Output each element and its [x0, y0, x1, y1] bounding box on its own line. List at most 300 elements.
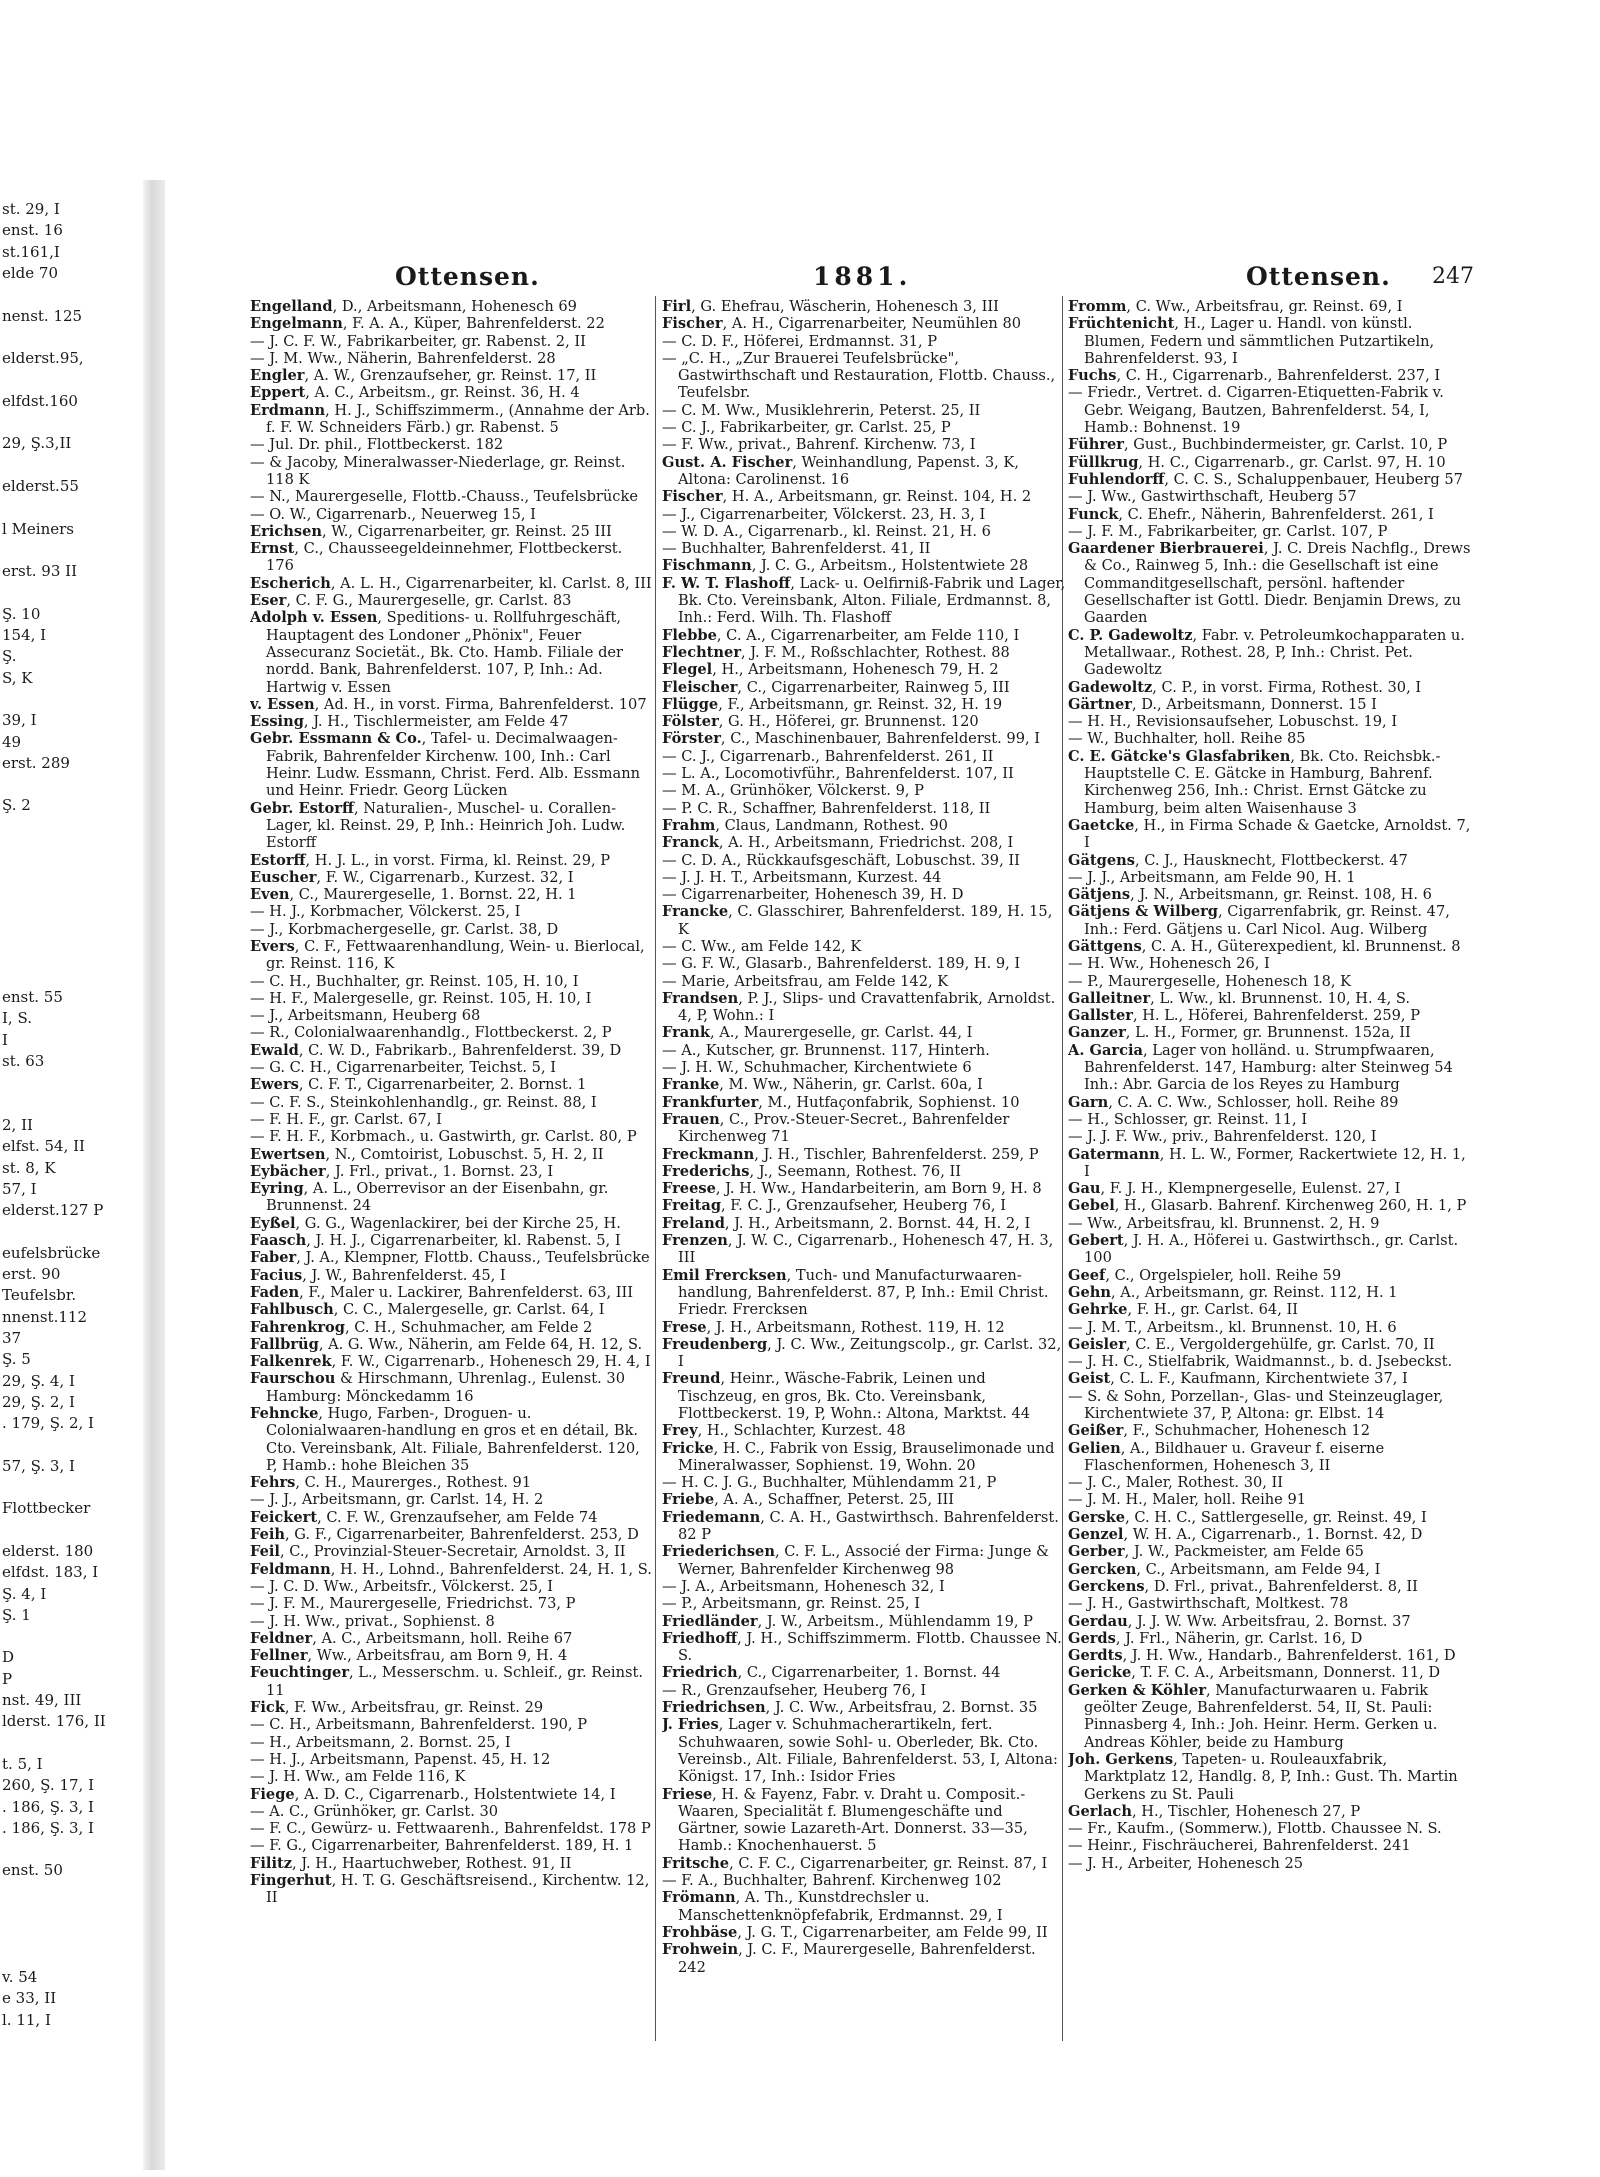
entry-details: — H. J., Korbmacher, Völckerst. 25, I	[250, 903, 521, 921]
entry-name: Eybächer	[250, 1162, 326, 1180]
directory-entry	[1068, 1682, 1472, 1751]
directory-entry	[662, 852, 1066, 869]
entry-details: — F. H. F., gr. Carlst. 67, I	[250, 1110, 442, 1128]
previous-page-fragment: 57, Ş. 3, I	[2, 1456, 75, 1475]
directory-entry	[662, 1094, 1066, 1111]
previous-page-fragment: erst. 289	[2, 753, 70, 772]
directory-page	[250, 262, 1476, 2042]
directory-entry	[250, 973, 654, 990]
directory-entry	[250, 1146, 654, 1163]
previous-page-fragment: I	[2, 1030, 8, 1049]
directory-entry	[1068, 1336, 1472, 1353]
directory-entry	[662, 1699, 1066, 1716]
directory-entry	[250, 1301, 654, 1318]
entry-name: Friedemann	[662, 1508, 761, 1526]
entry-name: Adolph v. Essen	[250, 609, 378, 627]
entry-name: Fellner	[250, 1647, 308, 1665]
entry-details: — Jul. Dr. phil., Flottbeckerst. 182	[250, 436, 504, 454]
entry-name: Fallbrüg	[250, 1335, 319, 1353]
directory-entry	[662, 1180, 1066, 1197]
entry-name: Gaetcke	[1068, 816, 1135, 834]
directory-entry	[1068, 1440, 1472, 1475]
entry-details: — J. J., Arbeitsmann, gr. Carlst. 14, H. 2	[250, 1491, 544, 1509]
directory-entry	[662, 886, 1066, 903]
entry-details: , C. Ehefr., Näherin, Bahrenfelderst. 261, I	[1118, 505, 1434, 523]
previous-page-fragment: 37	[2, 1328, 22, 1347]
entry-details: — F. G., Cigarrenarbeiter, Bahrenfelderst. 189, H. 1	[250, 1837, 634, 1855]
entry-details: — G. F. W., Glasarb., Bahrenfelderst. 189, H. 9, I	[662, 955, 1021, 973]
entry-details: , Lager von holländ. u. Strumpfwaaren, Bahrenfelderst. 147, Hamburg: alter Steinweg 54 Inh.: Abr. Garcia de los Reyes zu Hamburg	[1084, 1041, 1453, 1094]
directory-entry	[662, 1509, 1066, 1544]
previous-page-fragment: st.161,I	[2, 242, 60, 261]
entry-details: , A. A., Schaffner, Peterst. 25, III	[714, 1491, 955, 1509]
entry-details: , Lack- u. Oelfirniß-Fabrik und Lager, Bk. Cto. Vereinsbank, Alton. Filiale, Erdmannst. 8, Inh.: Ferd. Wilh. Th. Flashoff	[678, 574, 1066, 627]
directory-entry	[1068, 696, 1472, 713]
entry-name: Gerdau	[1068, 1612, 1128, 1630]
directory-entry	[1068, 1232, 1472, 1267]
previous-page-fragment: l Meiners	[2, 519, 75, 538]
previous-page-fragment: 49	[2, 732, 22, 751]
directory-entry	[662, 523, 1066, 540]
directory-entry	[662, 557, 1066, 574]
entry-name: Ganzer	[1068, 1024, 1126, 1042]
entry-name: Gerckens	[1068, 1577, 1145, 1595]
directory-entry	[1068, 1180, 1472, 1197]
previous-page-fragment: elfst. 54, II	[2, 1137, 85, 1156]
previous-page-fragment: D	[2, 1648, 15, 1667]
directory-entry	[1068, 1820, 1472, 1837]
entry-name: Frese	[662, 1318, 707, 1336]
directory-entry	[662, 1111, 1066, 1146]
entry-details: — H. J., Arbeitsmann, Papenst. 45, H. 12	[250, 1750, 551, 1768]
directory-entry	[1068, 471, 1472, 488]
directory-entry	[250, 1595, 654, 1612]
directory-entry	[662, 1440, 1066, 1475]
entry-details: , C. J., Hausknecht, Flottbeckerst. 47	[1134, 851, 1408, 869]
entry-name: Geisler	[1068, 1335, 1127, 1353]
entry-name: Escherich	[250, 574, 331, 592]
entry-name: Friederichsen	[662, 1543, 775, 1561]
directory-entry	[662, 1872, 1066, 1889]
directory-entry	[662, 350, 1066, 402]
previous-page-fragment: st. 63	[2, 1052, 45, 1070]
previous-page-fragment: . 186, Ş. 3, I	[2, 1818, 94, 1837]
directory-entry	[250, 384, 654, 401]
entry-details: , H., Arbeitsmann, Hohenesch 79, H. 2	[712, 661, 999, 679]
directory-entry	[250, 1336, 654, 1353]
entry-details: , A. H., Arbeitsmann, Friedrichst. 208, I	[718, 834, 1014, 852]
entry-name: Falkenrek	[250, 1353, 332, 1371]
entry-details: , Heinr., Wäsche-Fabrik, Leinen und Tischzeug, en gros, Bk. Cto. Vereinsbank, Flottbeckerst. 19, P, Wohn.: Altona, Marktst. 44	[678, 1370, 1031, 1422]
entry-name: Frauen	[662, 1110, 720, 1128]
entry-details: , J. N., Arbeitsmann, gr. Reinst. 108, H. 6	[1130, 886, 1432, 904]
previous-page-fragment: elfdst.160	[2, 391, 78, 410]
entry-name: Geist	[1068, 1370, 1111, 1388]
entry-details: — H., Schlosser, gr. Reinst. 11, I	[1068, 1110, 1308, 1128]
directory-entry	[1068, 1319, 1472, 1336]
entry-details: — N., Maurergeselle, Flottb.-Chauss., Teufelsbrücke	[250, 488, 638, 506]
entry-details: , C. W. D., Fabrikarb., Bahrenfelderst. 39, D	[298, 1041, 622, 1059]
entry-name: Emil Frercksen	[662, 1266, 787, 1284]
directory-entry	[1068, 1543, 1472, 1560]
directory-entry	[662, 730, 1066, 747]
entry-name: Ewald	[250, 1041, 299, 1059]
directory-entry	[1068, 540, 1472, 626]
entry-details: , A., Bildhauer u. Graveur f. eiserne Flaschenformen, Hohenesch 3, II	[1084, 1439, 1385, 1474]
previous-page-fragment: eufelsbrücke	[2, 1243, 101, 1262]
directory-column-1	[250, 298, 654, 2038]
directory-entry	[250, 609, 654, 695]
directory-entry	[1068, 298, 1472, 315]
entry-details: , G. G., Wagenlackirer, bei der Kirche 25, H.	[295, 1214, 621, 1232]
directory-entry	[662, 990, 1066, 1025]
entry-details: , W. H. A., Cigarrenarb., 1. Bornst. 42, D	[1123, 1526, 1423, 1544]
entry-details: — J. H. W., Schuhmacher, Kirchentwiete 6	[662, 1059, 972, 1077]
directory-entry	[662, 1855, 1066, 1872]
entry-details: , J. H., Arbeitsmann, 2. Bornst. 44, H. 2, I	[724, 1214, 1031, 1232]
previous-page-fragment: P	[2, 1669, 13, 1688]
entry-details: , H. T. G. Geschäftsreisend., Kirchentw. 12, II	[266, 1872, 650, 1907]
entry-details: , Naturalien-, Muschel- u. Corallen-Lager, kl. Reinst. 29, P, Inh.: Heinrich Joh. Ludw. Estorff	[266, 799, 626, 852]
previous-page-fragment: Ş. 10	[2, 604, 41, 623]
entry-details: — C. H., Arbeitsmann, Bahrenfelderst. 190, P	[250, 1716, 588, 1734]
entry-name: Genzel	[1068, 1526, 1124, 1544]
directory-column-3	[1068, 298, 1472, 2038]
directory-entry	[1068, 938, 1472, 955]
directory-entry	[250, 1284, 654, 1301]
entry-name: Flegel	[662, 661, 713, 679]
previous-page-fragment: Teufelsbr.	[2, 1286, 77, 1305]
entry-name: Fuhlendorff	[1068, 470, 1165, 488]
entry-name: Ernst	[250, 540, 295, 558]
previous-page-fragment: 154, I	[2, 626, 47, 644]
entry-details: — Heinr., Fischräucherei, Bahrenfelderst. 241	[1068, 1837, 1411, 1855]
entry-details: — C. H., Buchhalter, gr. Reinst. 105, H. 10, I	[250, 972, 579, 990]
directory-entry	[1068, 1803, 1472, 1820]
entry-name: Fehncke	[250, 1405, 319, 1422]
entry-details: , Fabr. v. Petroleumkochapparaten u. Metallwaar., Rothest. 28, P, Inh.: Christ. Pet. Gadewoltz	[1084, 626, 1465, 679]
entry-name: Faber	[250, 1249, 297, 1267]
directory-entry	[662, 1215, 1066, 1232]
directory-entry	[250, 713, 654, 730]
directory-entry	[662, 1578, 1066, 1595]
entry-details: — & Jacoby, Mineralwasser-Niederlage, gr. Reinst. 118 K	[250, 453, 626, 488]
entry-details: , T. F. C. A., Arbeitsmann, Donnerst. 11, D	[1131, 1664, 1441, 1682]
entry-details: , Speditions- u. Rollfuhrgeschäft, Hauptagent des Londoner „Phönix", Feuer Assecuranz Societät., Bk. Cto. Hamb. Filiale der nordd. Bank, Bahrenfelderst. 107, P, Inh.: Ad. Hartwig v. Essen	[266, 609, 624, 696]
previous-page-fragment: S, K	[2, 668, 33, 687]
directory-entry	[662, 488, 1066, 505]
directory-entry	[250, 1215, 654, 1232]
previous-page-fragment: . 186, Ş. 3, I	[2, 1797, 94, 1816]
entry-details: , F., Schuhmacher, Hohenesch 12	[1123, 1422, 1371, 1440]
entry-details: , M., Hutfaçonfabrik, Sophienst. 10	[758, 1093, 1020, 1111]
directory-entry	[250, 523, 654, 540]
previous-page-fragment: t. 5, I	[2, 1754, 43, 1773]
entry-details: , H., in Firma Schade & Gaetcke, Arnoldst. 7, I	[1084, 816, 1471, 852]
entry-name: Freund	[662, 1370, 721, 1388]
directory-entry	[1068, 1353, 1472, 1370]
directory-entry	[1068, 1509, 1472, 1526]
page-number: 247	[1432, 264, 1474, 289]
entry-name: Gehn	[1068, 1283, 1111, 1301]
directory-entry	[250, 1111, 654, 1128]
directory-entry	[662, 1422, 1066, 1439]
entry-name: Gätjens	[1068, 886, 1131, 904]
directory-entry	[250, 1786, 654, 1803]
directory-entry	[250, 1509, 654, 1526]
directory-entry	[1068, 1595, 1472, 1612]
directory-entry	[250, 1751, 654, 1768]
entry-details: — H. F., Malergeselle, gr. Reinst. 105, H. 10, I	[250, 989, 592, 1007]
directory-entry	[1068, 886, 1472, 903]
directory-entry	[1068, 679, 1472, 696]
entry-details: , J. G. T., Cigarrenarbeiter, am Felde 99, II	[737, 1923, 1048, 1941]
entry-details: , C. A. H., Güterexpedient, kl. Brunnenst. 8	[1141, 937, 1461, 955]
entry-name: Fahrenkrog	[250, 1318, 345, 1336]
directory-entry	[250, 1699, 654, 1716]
entry-name: Feuchtinger	[250, 1664, 350, 1682]
directory-entry	[250, 592, 654, 609]
directory-entry	[1068, 748, 1472, 817]
entry-details: , C. H., Maurerges., Rothest. 91	[295, 1474, 532, 1492]
directory-entry	[662, 834, 1066, 851]
directory-entry	[662, 644, 1066, 661]
entry-details: , C. F. T., Cigarrenarbeiter, 2. Bornst. 1	[298, 1076, 587, 1094]
entry-details: , J. C. Ww., Arbeitsfrau, 2. Bornst. 35	[765, 1699, 1038, 1717]
previous-page-fragment: 57, I	[2, 1179, 37, 1198]
entry-details: — C. Ww., am Felde 142, K	[662, 937, 862, 955]
entry-details: — H., Arbeitsmann, 2. Bornst. 25, I	[250, 1733, 511, 1751]
entry-name: Firl	[662, 298, 692, 315]
entry-details: , C. A. H., Gastwirthsch. Bahrenfelderst. 82 P	[678, 1508, 1059, 1544]
entry-name: Gerds	[1068, 1629, 1116, 1647]
directory-entry	[250, 1768, 654, 1785]
entry-details: — J. Ww., Gastwirthschaft, Heuberg 57	[1068, 488, 1357, 506]
entry-details: , J. W. C., Cigarrenarb., Hohenesch 47, H. 3, III	[678, 1232, 1054, 1267]
entry-details: — C. D. A., Rückkaufsgeschäft, Lobuschst. 39, II	[662, 851, 1020, 869]
entry-name: Gebr. Estorff	[250, 799, 354, 817]
entry-details: — R., Grenzaufseher, Heuberg 76, I	[662, 1681, 927, 1699]
entry-details: — „C. H., „Zur Brauerei Teufelsbrücke", Gastwirthschaft und Restauration, Flottb. Chauss., Teufelsbr.	[662, 349, 1056, 402]
header-year: 1881.	[813, 262, 912, 291]
entry-details: , C. H., Schuhmacher, am Felde 2	[344, 1318, 593, 1336]
directory-entry	[1068, 627, 1472, 679]
directory-entry	[1068, 384, 1472, 436]
previous-page-fragment: erst. 93 II	[2, 562, 78, 581]
entry-name: Gaardener Bierbrauerei	[1068, 540, 1264, 558]
previous-page-fragment: v. 54	[2, 1967, 38, 1986]
column-divider	[655, 296, 656, 2041]
entry-details: , H., Schlachter, Kurzest. 48	[697, 1422, 906, 1440]
directory-entry	[250, 696, 654, 713]
entry-details: — J. C., Maler, Rothest. 30, II	[1068, 1474, 1284, 1492]
directory-entry	[662, 765, 1066, 782]
previous-page-fragment: 29, Ş. 2, I	[2, 1392, 75, 1411]
entry-details: , Claus, Landmann, Rothest. 90	[715, 816, 948, 834]
directory-entry	[662, 1664, 1066, 1681]
entry-details: — J. M. Ww., Näherin, Bahrenfelderst. 28	[250, 349, 556, 367]
directory-entry	[1068, 990, 1472, 1007]
directory-entry	[662, 817, 1066, 834]
entry-name: Gau	[1068, 1180, 1101, 1198]
entry-name: A. Garcia	[1068, 1041, 1143, 1059]
entry-details: — H. H., Revisionsaufseher, Lobuschst. 19, I	[1068, 713, 1398, 731]
entry-details: — J. H., Arbeiter, Hohenesch 25	[1068, 1854, 1304, 1872]
directory-entry	[662, 436, 1066, 453]
entry-name: Gercken	[1068, 1560, 1137, 1578]
entry-details: , C., Chausseegeldeinnehmer, Flottbeckerst. 176	[266, 540, 623, 575]
entry-name: Joh. Gerkens	[1068, 1750, 1174, 1768]
entry-details: , F. H., gr. Carlst. 64, II	[1127, 1301, 1299, 1319]
directory-entry	[250, 886, 654, 903]
entry-name: Eser	[250, 592, 287, 610]
entry-details: — C. J., Cigarrenarb., Bahrenfelderst. 261, II	[662, 747, 994, 765]
entry-details: , A. W., Grenzaufseher, gr. Reinst. 17, II	[304, 367, 597, 385]
entry-details: , J. J. W. Ww. Arbeitsfrau, 2. Bornst. 37	[1127, 1612, 1411, 1630]
entry-details: , C., Prov.-Steuer-Secret., Bahrenfelder Kirchenweg 71	[678, 1110, 1010, 1146]
entry-details: — M. A., Grünhöker, Völckerst. 9, P	[662, 782, 924, 800]
entry-name: Freese	[662, 1180, 716, 1198]
directory-entry	[250, 1267, 654, 1284]
entry-name: Even	[250, 886, 290, 904]
entry-name: Galleitner	[1068, 989, 1151, 1007]
previous-page-fragment: Ş.	[2, 647, 17, 666]
entry-name: Fölster	[662, 713, 719, 731]
previous-page-fragment: elderst. 180	[2, 1541, 94, 1560]
entry-details: , Gust., Buchbindermeister, gr. Carlst. 10, P	[1124, 436, 1448, 454]
entry-details: & Hirschmann, Uhrenlag., Eulenst. 30 Hamburg: Mönckedamm 16	[266, 1370, 625, 1405]
entry-details: , C., Maurergeselle, 1. Bornst. 22, H. 1	[289, 886, 577, 904]
entry-details: — Ww., Arbeitsfrau, kl. Brunnenst. 2, H. 9	[1068, 1214, 1380, 1232]
entry-name: Gebr. Essmann & Co.	[250, 730, 422, 748]
entry-details: , M. Ww., Näherin, gr. Carlst. 60a, I	[719, 1076, 983, 1094]
entry-details: , C. C., Malergeselle, gr. Carlst. 64, I	[333, 1301, 605, 1319]
directory-entry	[250, 1059, 654, 1076]
directory-entry	[662, 1146, 1066, 1163]
directory-entry	[250, 1232, 654, 1249]
directory-entry	[250, 1042, 654, 1059]
directory-entry	[250, 1526, 654, 1543]
directory-entry	[250, 1249, 654, 1266]
directory-entry	[1068, 1267, 1472, 1284]
entry-name: Francke	[662, 903, 729, 921]
entry-name: Gerken & Köhler	[1068, 1681, 1207, 1699]
previous-page-fragment: nnenst.112	[2, 1307, 87, 1326]
directory-entry	[662, 1042, 1066, 1059]
directory-entry	[1068, 869, 1472, 886]
directory-entry	[250, 1647, 654, 1664]
entry-name: Feickert	[250, 1508, 318, 1526]
entry-name: Gadewoltz	[1068, 678, 1153, 696]
entry-details: , C., Cigarrenarbeiter, Rainweg 5, III	[737, 678, 1010, 696]
entry-details: , H., Glasarb. Bahrenf. Kirchenweg 260, H. 1, P	[1114, 1197, 1467, 1215]
entry-details: , J. F. M., Roßschlachter, Rothest. 88	[741, 643, 1010, 661]
entry-details: , J. Frl., Näherin, gr. Carlst. 16, D	[1115, 1629, 1363, 1647]
entry-name: Gebel	[1068, 1197, 1115, 1215]
entry-details: , J. A., Klempner, Flottb. Chauss., Teufelsbrücke	[296, 1249, 650, 1267]
entry-details: , H. J. L., in vorst. Firma, kl. Reinst. 29, P	[305, 851, 611, 869]
directory-entry	[250, 1491, 654, 1508]
directory-entry	[1068, 817, 1472, 852]
entry-name: Franck	[662, 834, 719, 852]
entry-name: Feil	[250, 1543, 280, 1561]
directory-entry	[250, 1163, 654, 1180]
entry-name: Euscher	[250, 868, 317, 886]
entry-details: — J., Korbmachergeselle, gr. Carlst. 38, D	[250, 920, 559, 938]
directory-entry	[1068, 730, 1472, 747]
directory-entry	[250, 1613, 654, 1630]
directory-entry	[1068, 1491, 1472, 1508]
entry-details: — Marie, Arbeitsfrau, am Felde 142, K	[662, 972, 949, 990]
previous-page-fragment: e 33, II	[2, 1989, 57, 2008]
directory-entry	[250, 1405, 654, 1474]
directory-entry	[1068, 1578, 1472, 1595]
entry-details: , N., Comtoirist, Lobuschst. 5, H. 2, II	[325, 1145, 604, 1163]
previous-page-fragment: Ş. 4, I	[2, 1584, 47, 1603]
directory-entry	[250, 1474, 654, 1491]
entry-details: — F. Ww., privat., Bahrenf. Kirchenw. 73, I	[662, 436, 976, 454]
directory-entry	[1068, 1630, 1472, 1647]
entry-details: , C. P., in vorst. Firma, Rothest. 30, I	[1152, 678, 1422, 696]
directory-entry	[1068, 1215, 1472, 1232]
directory-entry	[662, 1491, 1066, 1508]
previous-page-fragment: Ş. 5	[2, 1350, 31, 1369]
entry-details: , J. H. Ww., Handarb., Bahrenfelderst. 161, D	[1122, 1647, 1456, 1665]
entry-name: Essing	[250, 713, 304, 731]
directory-entry	[1068, 1146, 1472, 1181]
directory-column-2	[662, 298, 1066, 2038]
entry-details: — F. A., Buchhalter, Bahrenf. Kirchenweg 102	[662, 1872, 1002, 1890]
entry-details: , C., Arbeitsmann, am Felde 94, I	[1136, 1560, 1381, 1578]
directory-entry	[1068, 1197, 1472, 1214]
directory-entry	[1068, 1561, 1472, 1578]
directory-entry	[662, 955, 1066, 972]
entry-details: , C. F. G., Maurergeselle, gr. Carlst. 83	[286, 592, 572, 610]
entry-details: , D., Arbeitsmann, Donnerst. 15 I	[1131, 695, 1377, 713]
entry-details: — Friedr., Vertret. d. Cigarren-Etiquetten-Fabrik v. Gebr. Weigang, Bautzen, Bahrenfelderst. 54, I, Hamb.: Bohnenst. 19	[1068, 384, 1444, 437]
directory-entry	[662, 1630, 1066, 1665]
directory-entry	[662, 1682, 1066, 1699]
directory-entry	[662, 1336, 1066, 1371]
directory-entry	[662, 315, 1066, 332]
entry-details: , J. C. Ww., Zeitungscolp., gr. Carlst. 32, I	[678, 1335, 1062, 1371]
entry-name: Frohwein	[662, 1941, 739, 1959]
entry-details: , G. Ehefrau, Wäscherin, Hohenesch 3, III	[691, 298, 999, 315]
directory-entry	[662, 1613, 1066, 1630]
entry-name: Friedrich	[662, 1664, 738, 1682]
directory-entry	[1068, 1301, 1472, 1318]
previous-page-fragment: enst. 16	[2, 221, 63, 240]
entry-details: , C. Glasschirer, Bahrenfelderst. 189, H. 15, K	[678, 903, 1053, 938]
directory-entry	[1068, 454, 1472, 471]
directory-entry	[250, 454, 654, 489]
directory-entry	[662, 1474, 1066, 1491]
entry-details: , A. G. Ww., Näherin, am Felde 64, H. 12, S.	[318, 1335, 643, 1353]
entry-name: Frahm	[662, 816, 716, 834]
directory-entry	[1068, 523, 1472, 540]
entry-details: — P. C. R., Schaffner, Bahrenfelderst. 118, II	[662, 799, 991, 817]
entry-name: Faasch	[250, 1232, 307, 1250]
directory-entry	[250, 1094, 654, 1111]
directory-entry	[662, 973, 1066, 990]
directory-entry	[250, 1820, 654, 1837]
entry-details: , F. Ww., Arbeitsfrau, gr. Reinst. 29	[284, 1699, 544, 1717]
entry-details: — J. A., Arbeitsmann, Hohenesch 32, I	[662, 1577, 945, 1595]
directory-entry	[1068, 1613, 1472, 1630]
entry-name: Frederichs	[662, 1162, 750, 1180]
entry-details: , H. L., Höferei, Bahrenfelderst. 259, P	[1132, 1007, 1421, 1025]
entry-name: J. Fries	[662, 1716, 719, 1734]
